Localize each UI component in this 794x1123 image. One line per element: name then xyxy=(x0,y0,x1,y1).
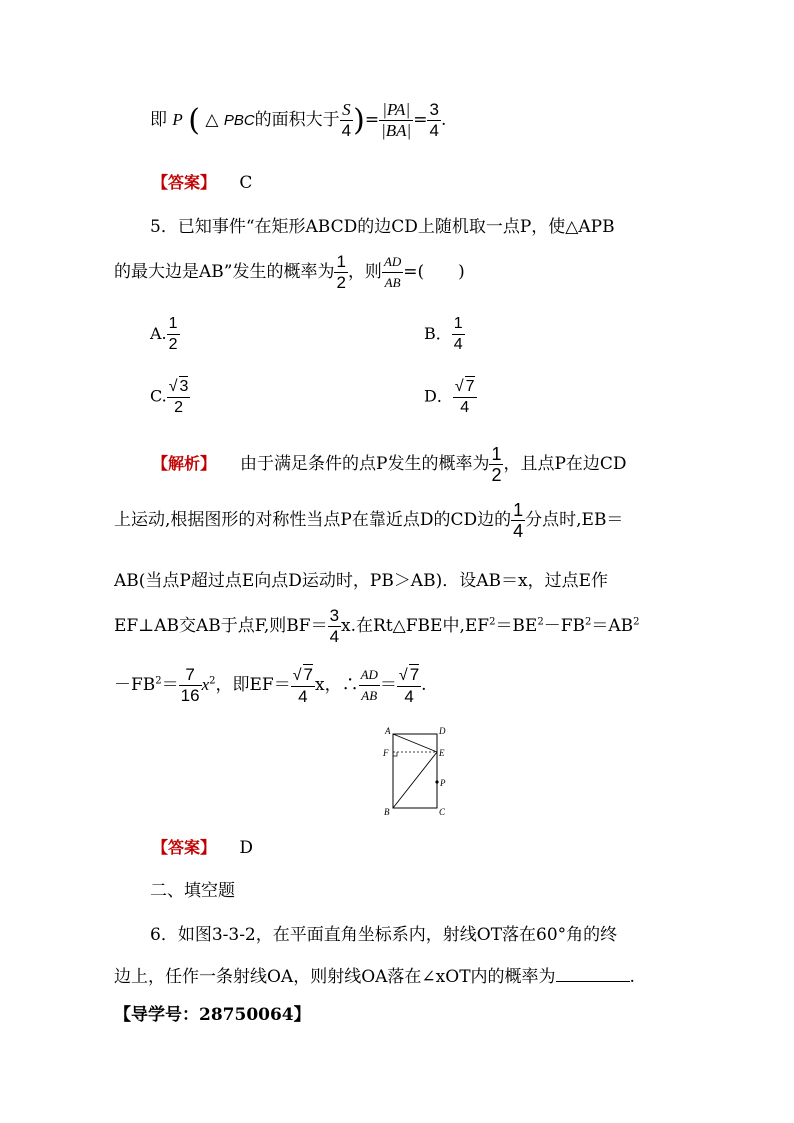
solution-line3: AB(当点P超过点E向点D运动时，PB＞AB)．设AB＝x，过点E作 xyxy=(114,571,608,591)
top-p: P xyxy=(172,110,183,129)
option-d[interactable]: D． $\frac{√ 7}{4}$ xyxy=(424,378,475,416)
pa-ba-fraction: $\frac{|PA|}{|BA|}$ xyxy=(381,100,412,140)
label-c: C xyxy=(439,807,446,817)
q5-text-a: 的最大边是AB”发生的概率为 xyxy=(114,262,335,282)
q5-half-fraction: $\frac{1}{2}$ xyxy=(336,252,346,292)
option-b[interactable]: B． $\frac{1}{4}$ xyxy=(424,315,463,353)
s-over-4-fraction: $\frac{S}{4}$ xyxy=(341,100,352,140)
section-title: 二、填空题 xyxy=(150,881,235,901)
right-angle-mark xyxy=(393,752,397,756)
solution-line2: 上运动,根据图形的对称性当点P在靠近点D的CD边的 $\frac{1}{4}$ 分点时,EB＝ xyxy=(114,500,624,541)
eq-sign-2: = xyxy=(413,110,428,130)
label-b: B xyxy=(384,807,390,817)
answer-value: C xyxy=(239,173,253,193)
answer-2 xyxy=(152,835,253,858)
label-a: A xyxy=(385,726,391,736)
triangle-symbol: △ xyxy=(205,110,219,130)
guide-number: 【导学号：28750064】 xyxy=(114,1005,311,1025)
rect-abcd xyxy=(393,734,437,808)
top-text: 的面积大于 xyxy=(254,110,340,130)
left-paren: ( xyxy=(188,103,200,138)
label-p: P xyxy=(440,778,446,788)
answer-label-2: 【答案】 xyxy=(152,838,217,857)
q5-line1: 5．已知事件“在矩形ABCD的边CD上随机取一点P，使△APB xyxy=(150,217,615,237)
solution-line5: $-FB^2=$ $\frac{7}{16}$ $x^2$，即EF＝ $\frac{√ 7}{4}$ x，∴ $\frac{AD}{AB}$ ＝ $\frac{√ 7}{4}$ . xyxy=(114,665,427,706)
rectangle-figure xyxy=(375,722,455,822)
q5-ad-ab-fraction: $\frac{AD}{AB}$ xyxy=(383,254,402,290)
label-f: F xyxy=(383,748,389,758)
solution-line4: EF⊥AB交AB于点F,则BF＝ $\frac{3}{4}$ x.在Rt△FBE中$,EF^2=BE^2-FB^2=AB^2$ xyxy=(114,606,640,646)
segment-be xyxy=(393,752,437,808)
segment-ae xyxy=(393,734,437,752)
label-d: D xyxy=(439,726,446,736)
answer-1 xyxy=(152,170,252,193)
eq-sign: = xyxy=(364,110,380,130)
label-e: E xyxy=(439,748,445,758)
top-dot: . xyxy=(440,110,447,130)
answer-blank[interactable] xyxy=(556,967,630,982)
q6-line2: 边上，任作一条射线OA，则射线OA落在∠xOT内的概率为 . xyxy=(114,967,635,987)
q6-line1: 6．如图3-3-2，在平面直角坐标系内，射线OT落在60°角的终 xyxy=(150,925,618,945)
q5-text-c: =( ) xyxy=(403,262,465,282)
top-formula-line xyxy=(150,100,446,141)
pbc-label: PBC xyxy=(223,112,255,129)
solution-line1: 【解析】 由于满足条件的点P发生的概率为 $\frac{1}{2}$ ，且点P在边CD xyxy=(152,444,627,485)
option-a[interactable]: A. $\frac{1}{2}$ xyxy=(150,315,178,353)
answer-value-2: D xyxy=(239,838,254,858)
q5-text-b: ，则 xyxy=(347,262,382,282)
three-quarters-fraction: $\frac{3}{4}$ xyxy=(429,100,439,140)
top-prefix: 即 xyxy=(150,110,167,130)
right-paren: ) xyxy=(353,103,365,138)
q5-line2 xyxy=(114,252,465,293)
solution-label: 【解析】 xyxy=(152,454,217,473)
answer-label: 【答案】 xyxy=(152,173,217,192)
point-p xyxy=(435,780,438,783)
option-c[interactable]: C. $\frac{√ 3}{2}$ xyxy=(150,378,189,416)
